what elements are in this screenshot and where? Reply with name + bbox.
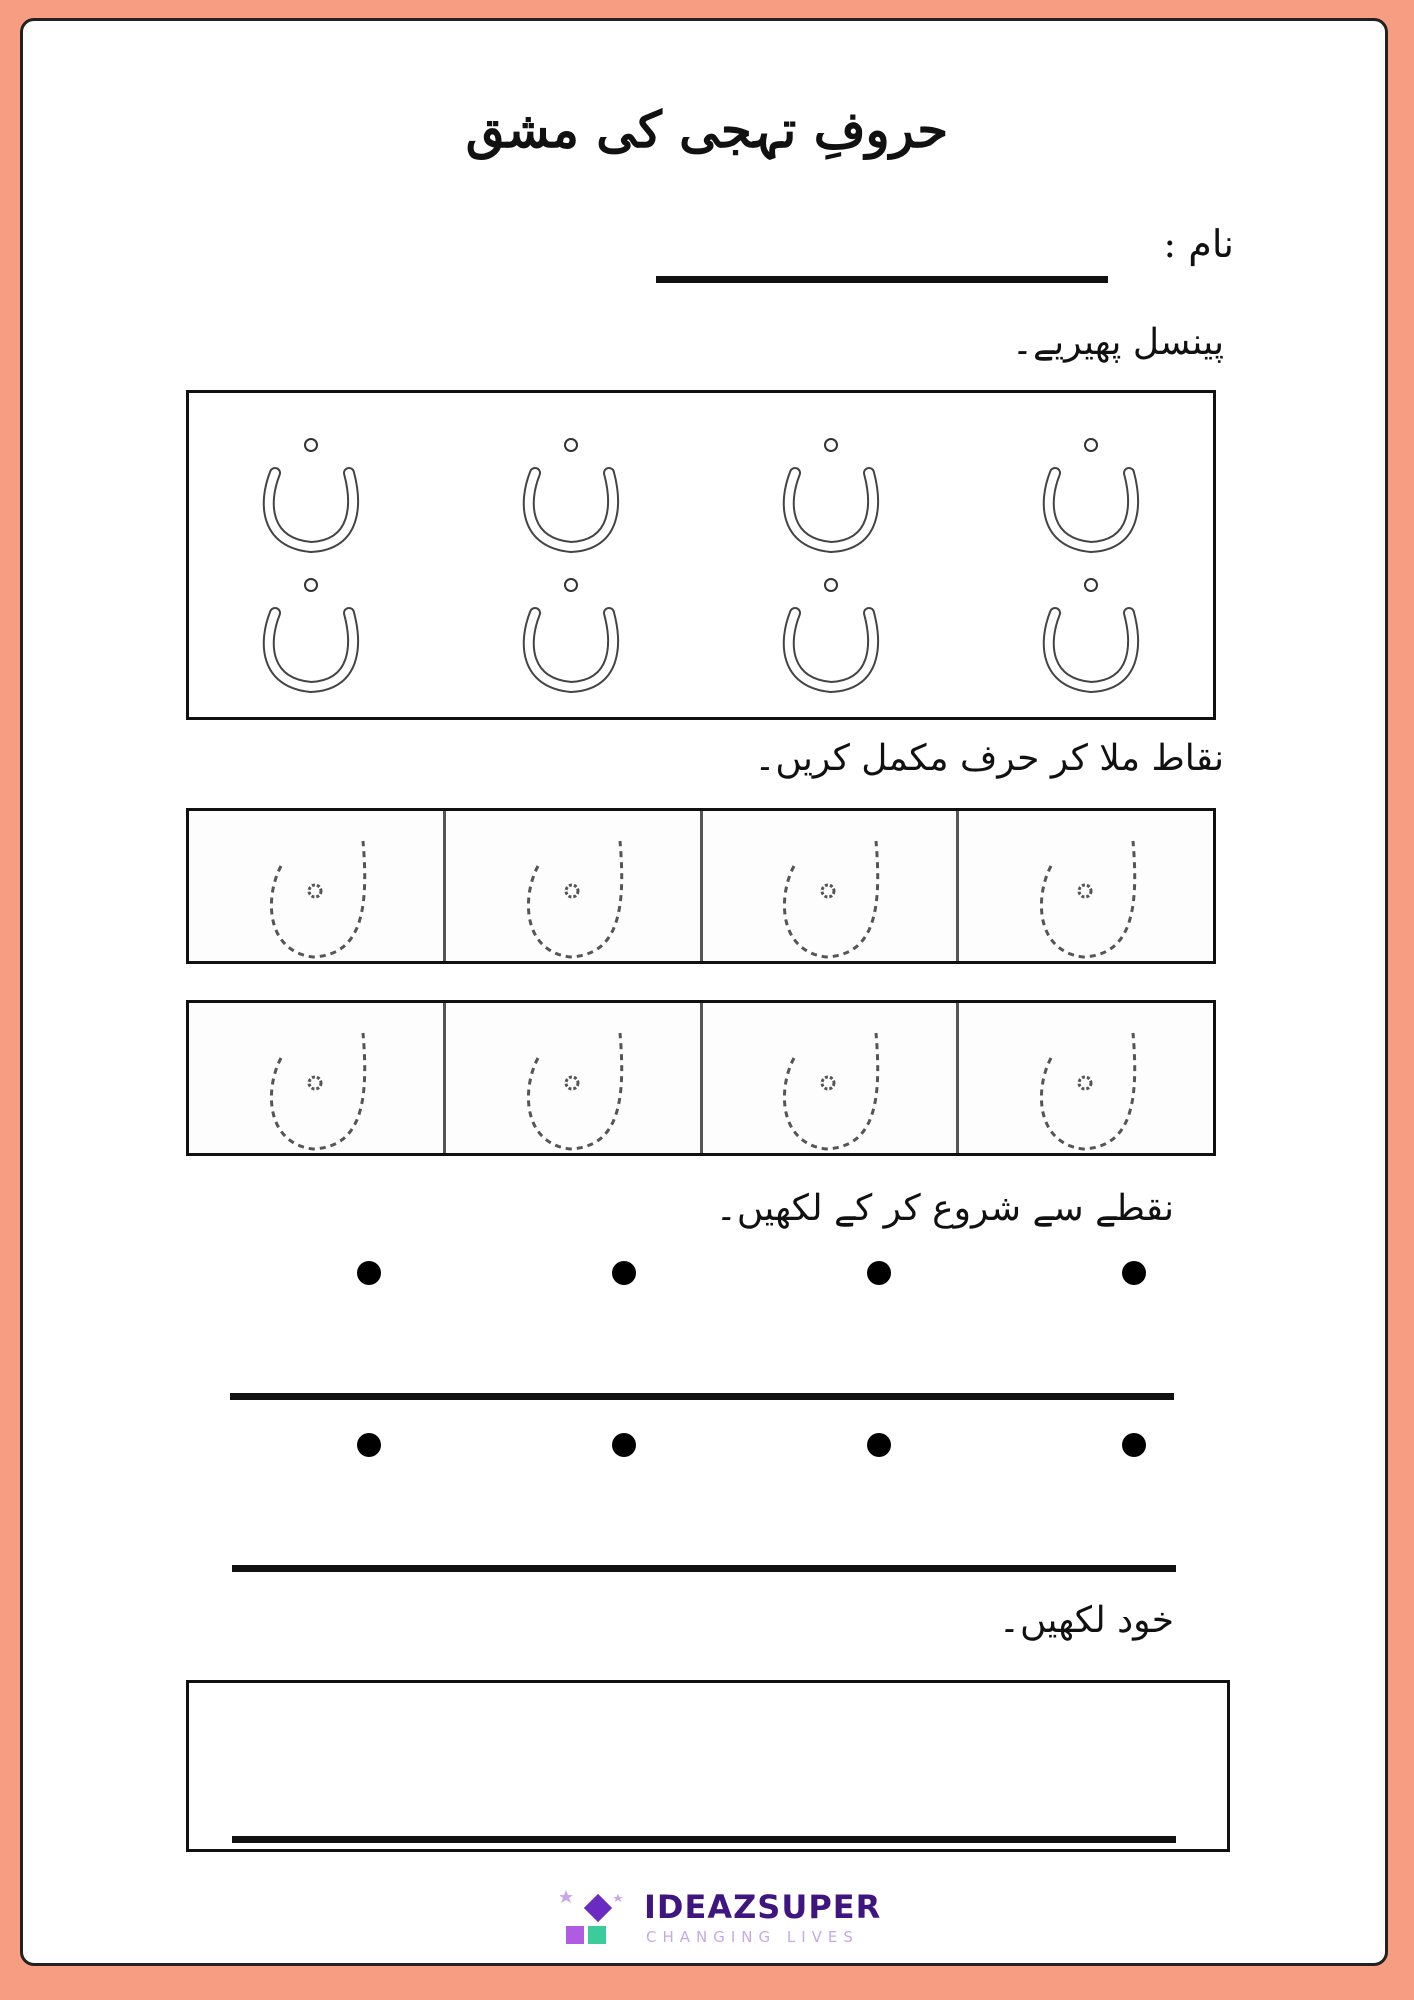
start-dot: [867, 1261, 891, 1285]
worksheet-title: حروفِ تہجی کی مشق: [465, 100, 949, 159]
instruction-trace: پینسل پھیریے۔: [1011, 322, 1224, 363]
brand-logo: [560, 1888, 880, 1948]
trace-letter-noon[interactable]: [259, 433, 369, 563]
dotted-letter-cell[interactable]: [189, 1003, 443, 1153]
start-dot: [1122, 1433, 1146, 1457]
dotted-letter-cell[interactable]: [956, 1003, 1213, 1153]
dotted-letter-cell[interactable]: [956, 811, 1213, 961]
logo-mark-icon: [560, 1888, 640, 1948]
dotted-letter-noon: [1021, 811, 1151, 961]
writing-line-1[interactable]: [230, 1393, 1174, 1400]
start-dot: [1122, 1261, 1146, 1285]
dotted-letter-cell[interactable]: [443, 1003, 700, 1153]
dotted-letter-noon: [251, 1003, 381, 1153]
dotted-letter-cell[interactable]: [700, 1003, 957, 1153]
start-dot: [867, 1433, 891, 1457]
dotted-letter-cell[interactable]: [443, 811, 700, 961]
instruction-connect: نقاط ملا کر حرف مکمل کریں۔: [754, 738, 1224, 779]
trace-letter-noon[interactable]: [779, 433, 889, 563]
instruction-dot-start: نقطے سے شروع کر کے لکھیں۔: [715, 1188, 1174, 1229]
free-write-line[interactable]: [232, 1836, 1176, 1843]
dotted-letter-noon: [764, 1003, 894, 1153]
name-label: نام :: [1163, 222, 1234, 266]
dotted-letter-noon: [251, 811, 381, 961]
writing-line-2[interactable]: [232, 1565, 1176, 1572]
start-dot: [357, 1433, 381, 1457]
name-field-line[interactable]: [656, 276, 1108, 283]
start-dot: [612, 1433, 636, 1457]
logo-tagline: CHANGING LIVES: [646, 1928, 859, 1946]
trace-letter-noon[interactable]: [779, 573, 889, 703]
trace-letter-noon[interactable]: [1039, 433, 1149, 563]
dotted-letter-cell[interactable]: [189, 811, 443, 961]
logo-name: IDEAZSUPER: [644, 1888, 882, 1926]
trace-letter-noon[interactable]: [259, 573, 369, 703]
start-dot: [357, 1261, 381, 1285]
dotted-letter-noon: [508, 811, 638, 961]
instruction-self: خود لکھیں۔: [998, 1600, 1174, 1641]
start-dot: [612, 1261, 636, 1285]
dotted-letter-noon: [508, 1003, 638, 1153]
trace-letter-noon[interactable]: [519, 433, 629, 563]
trace-letter-noon[interactable]: [1039, 573, 1149, 703]
trace-box: [186, 390, 1216, 720]
dotted-letter-noon: [764, 811, 894, 961]
dotted-row-2: [186, 1000, 1216, 1156]
worksheet-page: [20, 18, 1388, 1966]
dotted-letter-noon: [1021, 1003, 1151, 1153]
dotted-letter-cell[interactable]: [700, 811, 957, 961]
trace-letter-noon[interactable]: [519, 573, 629, 703]
dotted-row-1: [186, 808, 1216, 964]
free-write-box[interactable]: [186, 1680, 1230, 1852]
